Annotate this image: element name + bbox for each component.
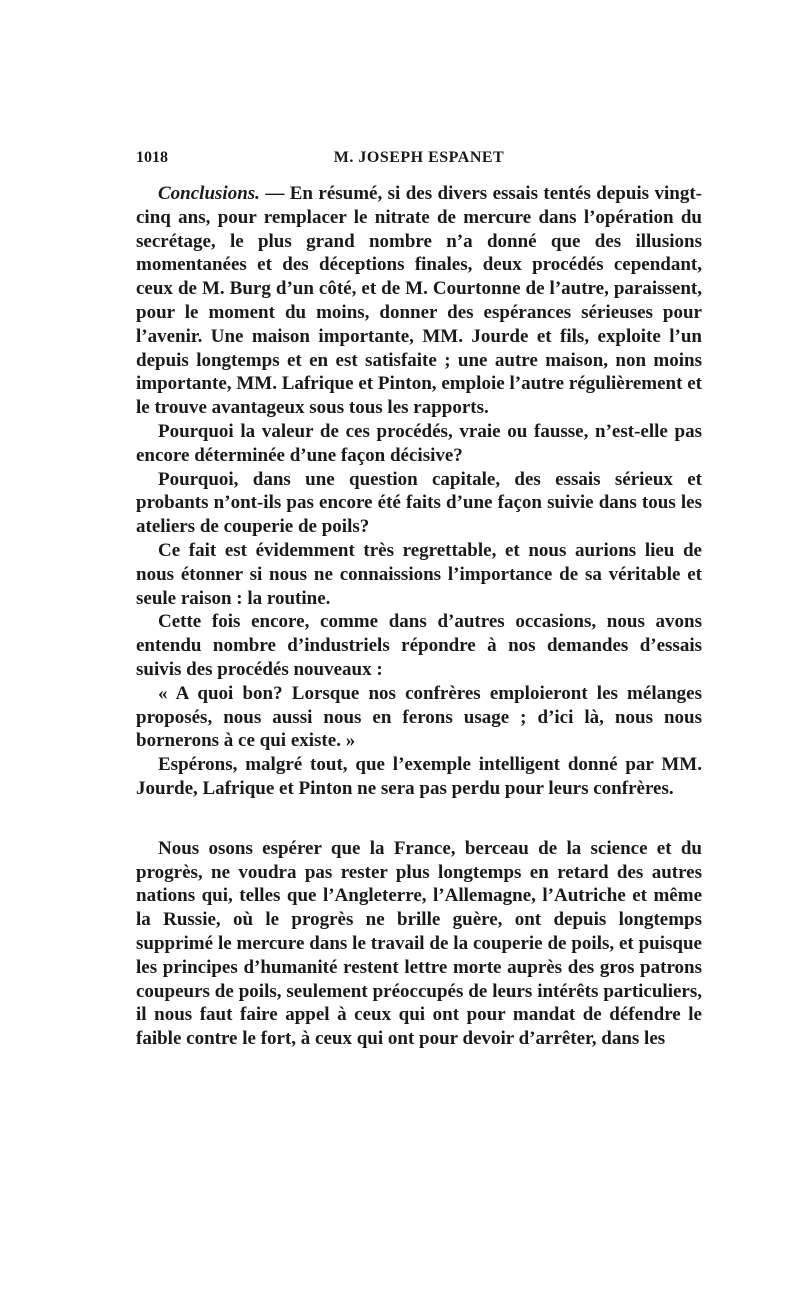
paragraph-france: Nous osons espérer que la France, berceau de la science et du progrès, ne voudra pas rester plus longtemps en retard des autres nations qui, telles que l’Angleterre, l’Allemagne, l’Autriche et même la Russie, où le progrès ne brille guère, ont depuis longtemps supprimé le mercure dans le travail de la couperie de poils, et puisque les principes d’humanité restent lettre morte auprès des gros patrons coupeurs de poils, seulement préoccupés de leurs intérêts particuliers, il nous faut faire appel à ceux qui ont pour mandat de défendre le faible contre le fort, à ceux qui ont pour devoir d’arrêter, dans les [136, 837, 702, 1050]
body-text [136, 182, 702, 1051]
running-title: M. JOSEPH ESPANET [333, 149, 505, 166]
paragraph-quotation: « A quoi bon? Lorsque nos confrères emploieront les mélanges proposés, nous aussi nous en ferons usage ; d’ici là, nous nous bornerons à ce qui existe. » [136, 682, 702, 752]
paragraph-pourquoi-valeur: Pourquoi la valeur de ces procédés, vraie ou fausse, n’est-elle pas encore déterminée d’une façon décisive? [136, 420, 702, 466]
conclusions-text: — En résumé, si des divers essais tentés depuis vingt-cinq ans, pour remplacer le nitrate de mercure dans l’opération du secrétage, le plus grand nombre n’a donné que des illusions momentanées et des déceptions finales, deux procédés cependant, ceux de M. Burg d’un côté, et de M. Courtonne de l’autre, paraissent, pour le moment du moins, donner des espérances sérieuses pour l’avenir. Une maison importante, MM. Jourde et fils, exploite l’un depuis longtemps et en est satisfaite ; une autre maison, non moins importante, MM. Lafrique et Pinton, emploie l’autre régulièrement et le trouve avantageux sous tous les rapports. [136, 183, 702, 419]
running-head [136, 149, 702, 171]
paragraph-industriels: Cette fois encore, comme dans d’autres occasions, nous avons entendu nombre d’industriels répondre à nos demandes d’essais suivis des procédés nouveaux : [136, 611, 702, 680]
page-number: 1018 [136, 149, 168, 166]
paragraph-esperons: Espérons, malgré tout, que l’exemple intelligent donné par MM. Jourde, Lafrique et Pinton ne sera pas perdu pour leurs confrères. [136, 754, 702, 799]
paragraph-pourquoi-essais: Pourquoi, dans une question capitale, des essais sérieux et probants n’ont-ils pas encore été faits d’une façon suivie dans tous les ateliers de couperie de poils? [136, 468, 702, 538]
paragraph-conclusions [136, 182, 702, 420]
paragraph-routine: Ce fait est évidemment très regrettable, et nous aurions lieu de nous étonner si nous ne connaissions l’importance de sa véritable et seule raison : la routine. [136, 539, 702, 609]
conclusions-lead: Conclusions. [158, 183, 260, 204]
